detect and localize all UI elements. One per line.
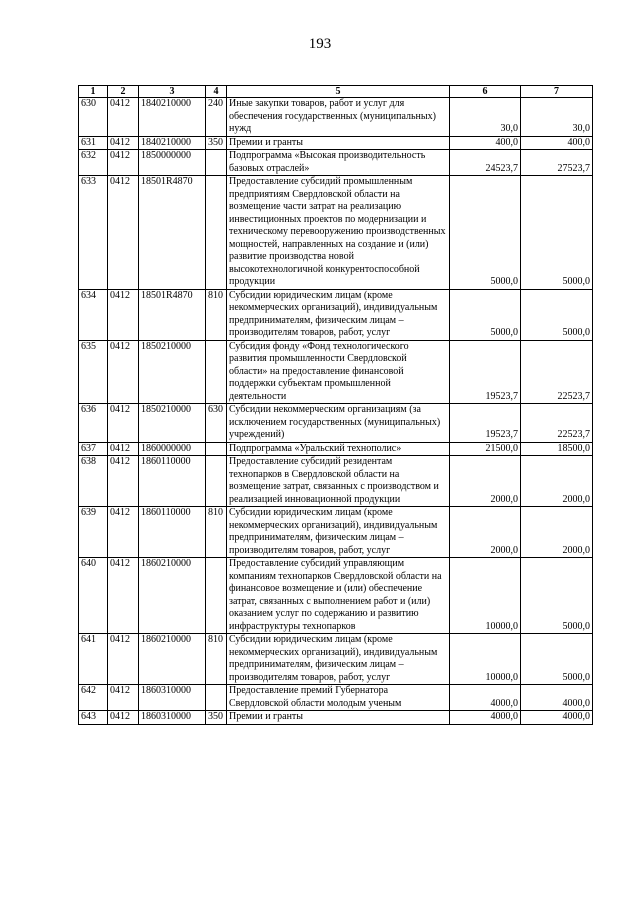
header-cell: 4 [206, 86, 227, 98]
item-name-cell: Субсидии юридическим лицам (кроме некоммерческих организаций), индивидуальным предпринимателям, физическим лицам – производителям товаров, работ, услуг [227, 634, 450, 685]
row-number-cell: 634 [79, 289, 108, 340]
section-code-cell: 0412 [108, 685, 139, 711]
section-code-cell: 0412 [108, 340, 139, 404]
amount-year1-cell: 19523,7 [450, 340, 521, 404]
target-article-cell: 1840210000 [139, 98, 206, 137]
expense-type-cell: 810 [206, 634, 227, 685]
row-number-cell: 641 [79, 634, 108, 685]
section-code-cell: 0412 [108, 289, 139, 340]
amount-year1-cell: 5000,0 [450, 289, 521, 340]
section-code-cell: 0412 [108, 98, 139, 137]
header-cell: 5 [227, 86, 450, 98]
target-article-cell: 1840210000 [139, 136, 206, 150]
section-code-cell: 0412 [108, 176, 139, 290]
item-name-cell: Иные закупки товаров, работ и услуг для обеспечения государственных (муниципальных) нужд [227, 98, 450, 137]
expense-type-cell: 240 [206, 98, 227, 137]
item-name-cell: Предоставление субсидий управляющим компаниям технопарков Свердловской области на финансовое возмещение и (или) обеспечение затрат, связанных с выполнением работ и (или) оказанием услуг по содержанию и развитию инфраструктуры технопарков [227, 558, 450, 634]
amount-year2-cell: 4000,0 [521, 711, 593, 725]
target-article-cell: 1860210000 [139, 634, 206, 685]
expense-type-cell [206, 150, 227, 176]
row-number-cell: 640 [79, 558, 108, 634]
table-row [79, 685, 593, 711]
table-row [79, 136, 593, 150]
section-code-cell: 0412 [108, 442, 139, 456]
expense-type-cell: 810 [206, 289, 227, 340]
header-cell: 6 [450, 86, 521, 98]
table-row [79, 442, 593, 456]
table-row [79, 150, 593, 176]
amount-year1-cell: 10000,0 [450, 634, 521, 685]
amount-year2-cell: 5000,0 [521, 634, 593, 685]
expense-type-cell: 630 [206, 404, 227, 443]
table-row [79, 634, 593, 685]
expense-type-cell: 350 [206, 711, 227, 725]
row-number-cell: 636 [79, 404, 108, 443]
target-article-cell: 1860310000 [139, 711, 206, 725]
expense-type-cell: 350 [206, 136, 227, 150]
section-code-cell: 0412 [108, 136, 139, 150]
header-cell: 7 [521, 86, 593, 98]
row-number-cell: 639 [79, 507, 108, 558]
section-code-cell: 0412 [108, 404, 139, 443]
target-article-cell: 18501R4870 [139, 176, 206, 290]
target-article-cell: 18501R4870 [139, 289, 206, 340]
expense-type-cell [206, 558, 227, 634]
row-number-cell: 632 [79, 150, 108, 176]
section-code-cell: 0412 [108, 711, 139, 725]
page-number: 193 [308, 36, 332, 52]
amount-year2-cell: 18500,0 [521, 442, 593, 456]
expense-type-cell [206, 685, 227, 711]
amount-year2-cell: 5000,0 [521, 558, 593, 634]
expense-type-cell [206, 442, 227, 456]
row-number-cell: 635 [79, 340, 108, 404]
amount-year1-cell: 24523,7 [450, 150, 521, 176]
table-row [79, 340, 593, 404]
target-article-cell: 1860210000 [139, 558, 206, 634]
amount-year1-cell: 10000,0 [450, 558, 521, 634]
table-row [79, 289, 593, 340]
table-row [79, 711, 593, 725]
amount-year1-cell: 30,0 [450, 98, 521, 137]
table-row [79, 558, 593, 634]
row-number-cell: 630 [79, 98, 108, 137]
table-row [79, 404, 593, 443]
section-code-cell: 0412 [108, 150, 139, 176]
amount-year1-cell: 4000,0 [450, 711, 521, 725]
row-number-cell: 642 [79, 685, 108, 711]
target-article-cell: 1860000000 [139, 442, 206, 456]
budget-table [78, 85, 593, 725]
amount-year1-cell: 5000,0 [450, 176, 521, 290]
header-cell: 1 [79, 86, 108, 98]
table-row [79, 507, 593, 558]
target-article-cell: 1850210000 [139, 340, 206, 404]
amount-year2-cell: 27523,7 [521, 150, 593, 176]
amount-year1-cell: 19523,7 [450, 404, 521, 443]
section-code-cell: 0412 [108, 558, 139, 634]
target-article-cell: 1850000000 [139, 150, 206, 176]
table-header-row [79, 86, 593, 98]
amount-year1-cell: 2000,0 [450, 507, 521, 558]
amount-year1-cell: 4000,0 [450, 685, 521, 711]
amount-year2-cell: 22523,7 [521, 404, 593, 443]
header-cell: 2 [108, 86, 139, 98]
table-row [79, 98, 593, 137]
item-name-cell: Субсидия фонду «Фонд технологического развития промышленности Свердловской области» на предоставление финансовой поддержки субъектам промышленной деятельности [227, 340, 450, 404]
row-number-cell: 637 [79, 442, 108, 456]
amount-year1-cell: 400,0 [450, 136, 521, 150]
expense-type-cell [206, 176, 227, 290]
amount-year1-cell: 2000,0 [450, 456, 521, 507]
item-name-cell: Субсидии юридическим лицам (кроме некоммерческих организаций), индивидуальным предпринимателям, физическим лицам – производителям товаров, работ, услуг [227, 289, 450, 340]
section-code-cell: 0412 [108, 456, 139, 507]
section-code-cell: 0412 [108, 507, 139, 558]
expense-type-cell: 810 [206, 507, 227, 558]
amount-year2-cell: 400,0 [521, 136, 593, 150]
item-name-cell: Субсидии некоммерческим организациям (за исключением государственных (муниципальных) учреждений) [227, 404, 450, 443]
expense-type-cell [206, 456, 227, 507]
item-name-cell: Предоставление субсидий промышленным предприятиям Свердловской области на возмещение части затрат на реализацию инвестиционных проектов по модернизации и техническому перевооружению производственных мощностей, направленных на создание и (или) развитие производства новой высокотехнологичной конкурентоспособной продукции [227, 176, 450, 290]
amount-year2-cell: 2000,0 [521, 456, 593, 507]
table-row [79, 456, 593, 507]
amount-year2-cell: 30,0 [521, 98, 593, 137]
row-number-cell: 633 [79, 176, 108, 290]
amount-year2-cell: 5000,0 [521, 176, 593, 290]
amount-year2-cell: 22523,7 [521, 340, 593, 404]
target-article-cell: 1860310000 [139, 685, 206, 711]
table-row [79, 176, 593, 290]
expense-type-cell [206, 340, 227, 404]
section-code-cell: 0412 [108, 634, 139, 685]
amount-year2-cell: 2000,0 [521, 507, 593, 558]
row-number-cell: 643 [79, 711, 108, 725]
item-name-cell: Премии и гранты [227, 711, 450, 725]
row-number-cell: 638 [79, 456, 108, 507]
row-number-cell: 631 [79, 136, 108, 150]
header-cell: 3 [139, 86, 206, 98]
item-name-cell: Премии и гранты [227, 136, 450, 150]
amount-year1-cell: 21500,0 [450, 442, 521, 456]
item-name-cell: Предоставление премий Губернатора Свердловской области молодым ученым [227, 685, 450, 711]
target-article-cell: 1860110000 [139, 456, 206, 507]
target-article-cell: 1860110000 [139, 507, 206, 558]
amount-year2-cell: 4000,0 [521, 685, 593, 711]
target-article-cell: 1850210000 [139, 404, 206, 443]
item-name-cell: Подпрограмма «Уральский технополис» [227, 442, 450, 456]
item-name-cell: Субсидии юридическим лицам (кроме некоммерческих организаций), индивидуальным предпринимателям, физическим лицам – производителям товаров, работ, услуг [227, 507, 450, 558]
item-name-cell: Предоставление субсидий резидентам технопарков в Свердловской области на возмещение затрат, связанных с производством и реализацией инновационной продукции [227, 456, 450, 507]
amount-year2-cell: 5000,0 [521, 289, 593, 340]
item-name-cell: Подпрограмма «Высокая производительность базовых отраслей» [227, 150, 450, 176]
